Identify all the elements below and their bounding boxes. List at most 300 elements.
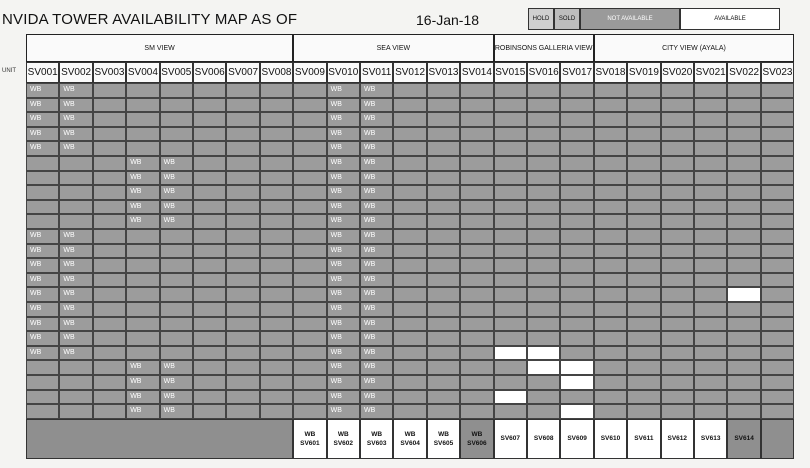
unit-cell-wb[interactable]: WB (160, 390, 193, 405)
unit-cell[interactable] (727, 214, 760, 229)
unit-cell[interactable] (560, 171, 593, 186)
unit-cell[interactable] (393, 229, 426, 244)
unit-cell[interactable] (427, 229, 460, 244)
unit-cell[interactable] (661, 404, 694, 419)
unit-cell[interactable] (126, 273, 159, 288)
unit-cell[interactable] (661, 185, 694, 200)
unit-cell[interactable] (427, 200, 460, 215)
unit-cell[interactable] (694, 375, 727, 390)
unit-cell-wb[interactable]: WB (26, 244, 59, 259)
unit-cell[interactable] (193, 244, 226, 259)
unit-cell[interactable] (527, 244, 560, 259)
unit-cell[interactable] (59, 214, 92, 229)
unit-cell[interactable] (527, 317, 560, 332)
unit-cell[interactable] (160, 302, 193, 317)
unit-cell[interactable] (661, 375, 694, 390)
unit-cell[interactable] (727, 317, 760, 332)
unit-cell[interactable] (226, 244, 259, 259)
unit-cell[interactable] (560, 156, 593, 171)
unit-cell[interactable] (460, 141, 493, 156)
unit-cell-wb[interactable]: WB (126, 404, 159, 419)
unit-cell[interactable] (93, 258, 126, 273)
unit-cell[interactable] (527, 171, 560, 186)
unit-cell-wb[interactable]: WB (59, 229, 92, 244)
unit-cell[interactable] (527, 273, 560, 288)
unit-cell[interactable] (93, 287, 126, 302)
unit-cell[interactable] (226, 127, 259, 142)
unit-cell[interactable] (761, 185, 794, 200)
unit-cell[interactable] (727, 171, 760, 186)
unit-cell[interactable] (260, 185, 293, 200)
unit-cell-wb[interactable]: WB (160, 360, 193, 375)
unit-cell[interactable] (494, 317, 527, 332)
unit-cell[interactable] (761, 214, 794, 229)
unit-cell[interactable] (160, 258, 193, 273)
unit-cell[interactable] (594, 229, 627, 244)
unit-cell[interactable] (26, 404, 59, 419)
unit-cell[interactable] (460, 346, 493, 361)
unit-cell[interactable] (393, 331, 426, 346)
unit-cell[interactable] (427, 346, 460, 361)
unit-cell[interactable] (761, 229, 794, 244)
unit-cell[interactable] (126, 317, 159, 332)
unit-cell-wb[interactable]: WB (360, 331, 393, 346)
unit-cell-wb[interactable]: WB (360, 112, 393, 127)
unit-cell[interactable] (293, 200, 326, 215)
unit-cell[interactable] (226, 346, 259, 361)
unit-cell[interactable] (293, 127, 326, 142)
unit-cell-available[interactable] (560, 360, 593, 375)
unit-cell[interactable] (594, 156, 627, 171)
unit-cell[interactable] (460, 98, 493, 113)
unit-cell[interactable] (160, 127, 193, 142)
unit-cell-wb[interactable]: WB (327, 127, 360, 142)
unit-cell[interactable] (727, 185, 760, 200)
unit-cell[interactable] (694, 127, 727, 142)
unit-cell-wb[interactable]: WB (26, 83, 59, 98)
unit-cell[interactable] (460, 302, 493, 317)
unit-cell[interactable] (694, 214, 727, 229)
footer-unit-cell[interactable] (327, 419, 360, 459)
unit-cell[interactable] (627, 141, 660, 156)
unit-cell[interactable] (460, 171, 493, 186)
unit-cell[interactable] (661, 200, 694, 215)
unit-cell-wb[interactable]: WB (59, 258, 92, 273)
unit-cell[interactable] (293, 360, 326, 375)
unit-cell-wb[interactable]: WB (160, 171, 193, 186)
unit-cell[interactable] (594, 171, 627, 186)
unit-cell[interactable] (293, 404, 326, 419)
unit-cell-wb[interactable]: WB (360, 185, 393, 200)
unit-cell[interactable] (594, 390, 627, 405)
unit-cell[interactable] (160, 244, 193, 259)
unit-cell[interactable] (393, 302, 426, 317)
unit-cell[interactable] (661, 98, 694, 113)
footer-unit-cell[interactable] (494, 419, 527, 459)
unit-cell[interactable] (494, 360, 527, 375)
unit-cell[interactable] (193, 127, 226, 142)
unit-cell[interactable] (594, 331, 627, 346)
unit-cell-available[interactable] (560, 404, 593, 419)
unit-cell[interactable] (193, 331, 226, 346)
unit-cell-wb[interactable]: WB (360, 346, 393, 361)
unit-cell[interactable] (427, 244, 460, 259)
unit-cell[interactable] (93, 317, 126, 332)
unit-cell[interactable] (126, 98, 159, 113)
unit-cell[interactable] (761, 141, 794, 156)
unit-cell-wb[interactable]: WB (160, 404, 193, 419)
unit-cell[interactable] (193, 200, 226, 215)
unit-cell[interactable] (627, 360, 660, 375)
unit-cell[interactable] (226, 171, 259, 186)
unit-cell[interactable] (160, 112, 193, 127)
unit-cell[interactable] (93, 83, 126, 98)
unit-cell[interactable] (594, 317, 627, 332)
unit-cell[interactable] (59, 360, 92, 375)
unit-cell[interactable] (393, 390, 426, 405)
unit-cell-wb[interactable]: WB (126, 156, 159, 171)
unit-cell[interactable] (393, 127, 426, 142)
unit-cell[interactable] (260, 302, 293, 317)
unit-cell[interactable] (260, 171, 293, 186)
unit-cell[interactable] (727, 229, 760, 244)
unit-cell-wb[interactable]: WB (327, 346, 360, 361)
unit-cell[interactable] (560, 229, 593, 244)
unit-cell[interactable] (761, 317, 794, 332)
unit-cell[interactable] (293, 375, 326, 390)
unit-cell[interactable] (93, 229, 126, 244)
unit-cell[interactable] (694, 302, 727, 317)
unit-cell[interactable] (293, 302, 326, 317)
unit-cell[interactable] (494, 244, 527, 259)
unit-cell[interactable] (527, 331, 560, 346)
unit-cell-wb[interactable]: WB (160, 156, 193, 171)
unit-cell-wb[interactable]: WB (327, 98, 360, 113)
unit-cell[interactable] (661, 83, 694, 98)
unit-cell[interactable] (427, 156, 460, 171)
unit-cell[interactable] (126, 112, 159, 127)
unit-cell[interactable] (160, 331, 193, 346)
unit-cell[interactable] (393, 156, 426, 171)
unit-cell[interactable] (560, 390, 593, 405)
unit-cell[interactable] (260, 127, 293, 142)
unit-cell[interactable] (560, 273, 593, 288)
unit-cell-wb[interactable]: WB (327, 229, 360, 244)
unit-cell[interactable] (727, 112, 760, 127)
footer-unit-cell[interactable] (594, 419, 627, 459)
unit-cell-wb[interactable]: WB (360, 156, 393, 171)
unit-cell[interactable] (527, 156, 560, 171)
unit-cell[interactable] (761, 302, 794, 317)
unit-cell[interactable] (193, 171, 226, 186)
unit-cell-wb[interactable]: WB (327, 375, 360, 390)
unit-cell[interactable] (226, 375, 259, 390)
unit-cell[interactable] (494, 112, 527, 127)
unit-cell-wb[interactable]: WB (26, 302, 59, 317)
unit-cell[interactable] (694, 141, 727, 156)
unit-cell-wb[interactable]: WB (59, 127, 92, 142)
unit-cell[interactable] (460, 156, 493, 171)
unit-cell[interactable] (661, 141, 694, 156)
unit-cell-wb[interactable]: WB (126, 171, 159, 186)
unit-cell[interactable] (293, 258, 326, 273)
unit-cell[interactable] (93, 141, 126, 156)
unit-cell[interactable] (393, 141, 426, 156)
unit-cell[interactable] (226, 112, 259, 127)
unit-cell-available[interactable] (727, 287, 760, 302)
unit-cell[interactable] (293, 156, 326, 171)
unit-cell[interactable] (627, 171, 660, 186)
unit-cell[interactable] (193, 360, 226, 375)
unit-cell-wb[interactable]: WB (327, 404, 360, 419)
unit-cell-wb[interactable]: WB (59, 98, 92, 113)
unit-cell-available[interactable] (527, 360, 560, 375)
unit-cell-wb[interactable]: WB (59, 112, 92, 127)
unit-cell-wb[interactable]: WB (126, 214, 159, 229)
unit-cell[interactable] (160, 229, 193, 244)
unit-cell[interactable] (560, 200, 593, 215)
unit-cell[interactable] (293, 214, 326, 229)
unit-cell[interactable] (93, 200, 126, 215)
unit-cell[interactable] (427, 185, 460, 200)
unit-cell[interactable] (460, 317, 493, 332)
unit-cell-wb[interactable]: WB (360, 200, 393, 215)
unit-cell[interactable] (560, 98, 593, 113)
unit-cell[interactable] (494, 200, 527, 215)
unit-cell-wb[interactable]: WB (126, 375, 159, 390)
unit-cell[interactable] (460, 214, 493, 229)
unit-cell[interactable] (761, 127, 794, 142)
unit-cell-available[interactable] (527, 346, 560, 361)
unit-cell[interactable] (661, 229, 694, 244)
unit-cell[interactable] (293, 390, 326, 405)
unit-cell[interactable] (761, 331, 794, 346)
unit-cell[interactable] (494, 127, 527, 142)
unit-cell[interactable] (460, 200, 493, 215)
unit-cell[interactable] (193, 317, 226, 332)
unit-cell-wb[interactable]: WB (59, 287, 92, 302)
footer-unit-cell[interactable] (527, 419, 560, 459)
unit-cell-wb[interactable]: WB (327, 317, 360, 332)
unit-cell[interactable] (293, 244, 326, 259)
unit-cell-wb[interactable]: WB (160, 375, 193, 390)
unit-cell[interactable] (460, 83, 493, 98)
unit-cell[interactable] (427, 404, 460, 419)
unit-cell[interactable] (494, 214, 527, 229)
unit-cell[interactable] (627, 98, 660, 113)
unit-cell[interactable] (761, 200, 794, 215)
unit-cell[interactable] (560, 244, 593, 259)
unit-cell[interactable] (126, 302, 159, 317)
unit-cell[interactable] (427, 360, 460, 375)
unit-cell[interactable] (226, 273, 259, 288)
unit-cell[interactable] (260, 98, 293, 113)
unit-cell[interactable] (761, 273, 794, 288)
unit-cell[interactable] (494, 98, 527, 113)
unit-cell[interactable] (226, 258, 259, 273)
unit-cell-wb[interactable]: WB (160, 214, 193, 229)
unit-cell-wb[interactable]: WB (327, 200, 360, 215)
unit-cell[interactable] (694, 229, 727, 244)
unit-cell[interactable] (494, 302, 527, 317)
footer-unit-cell[interactable] (360, 419, 393, 459)
unit-cell[interactable] (694, 112, 727, 127)
unit-cell-wb[interactable]: WB (327, 112, 360, 127)
unit-cell[interactable] (226, 390, 259, 405)
unit-cell[interactable] (260, 360, 293, 375)
unit-cell[interactable] (260, 141, 293, 156)
unit-cell[interactable] (594, 127, 627, 142)
unit-cell[interactable] (627, 375, 660, 390)
unit-cell[interactable] (393, 404, 426, 419)
unit-cell[interactable] (694, 200, 727, 215)
unit-cell[interactable] (59, 171, 92, 186)
unit-cell-wb[interactable]: WB (360, 273, 393, 288)
unit-cell[interactable] (59, 200, 92, 215)
unit-cell[interactable] (460, 185, 493, 200)
unit-cell-wb[interactable]: WB (360, 214, 393, 229)
unit-cell[interactable] (427, 98, 460, 113)
unit-cell[interactable] (193, 98, 226, 113)
unit-cell[interactable] (460, 229, 493, 244)
footer-unit-cell[interactable] (427, 419, 460, 459)
unit-cell[interactable] (293, 287, 326, 302)
unit-cell[interactable] (427, 83, 460, 98)
unit-cell[interactable] (193, 156, 226, 171)
unit-cell[interactable] (594, 287, 627, 302)
unit-cell[interactable] (627, 404, 660, 419)
unit-cell[interactable] (160, 317, 193, 332)
unit-cell-wb[interactable]: WB (59, 244, 92, 259)
unit-cell[interactable] (661, 287, 694, 302)
unit-cell[interactable] (160, 98, 193, 113)
unit-cell[interactable] (560, 185, 593, 200)
unit-cell-wb[interactable]: WB (327, 390, 360, 405)
unit-cell[interactable] (93, 214, 126, 229)
unit-cell[interactable] (594, 185, 627, 200)
unit-cell[interactable] (260, 404, 293, 419)
unit-cell[interactable] (661, 346, 694, 361)
unit-cell[interactable] (26, 185, 59, 200)
unit-cell[interactable] (594, 200, 627, 215)
unit-cell[interactable] (226, 156, 259, 171)
unit-cell-wb[interactable]: WB (360, 98, 393, 113)
unit-cell[interactable] (661, 127, 694, 142)
unit-cell[interactable] (527, 141, 560, 156)
unit-cell-wb[interactable]: WB (59, 317, 92, 332)
unit-cell[interactable] (627, 390, 660, 405)
unit-cell[interactable] (427, 112, 460, 127)
unit-cell[interactable] (494, 83, 527, 98)
unit-cell[interactable] (694, 185, 727, 200)
unit-cell[interactable] (427, 331, 460, 346)
unit-cell[interactable] (527, 83, 560, 98)
unit-cell[interactable] (193, 258, 226, 273)
unit-cell[interactable] (761, 156, 794, 171)
unit-cell-wb[interactable]: WB (26, 317, 59, 332)
unit-cell[interactable] (460, 287, 493, 302)
unit-cell[interactable] (26, 360, 59, 375)
unit-cell[interactable] (160, 83, 193, 98)
unit-cell-wb[interactable]: WB (360, 229, 393, 244)
unit-cell-wb[interactable]: WB (327, 360, 360, 375)
unit-cell[interactable] (594, 214, 627, 229)
unit-cell[interactable] (260, 375, 293, 390)
unit-cell[interactable] (627, 331, 660, 346)
unit-cell[interactable] (594, 98, 627, 113)
unit-cell[interactable] (393, 200, 426, 215)
unit-cell[interactable] (226, 331, 259, 346)
unit-cell[interactable] (393, 214, 426, 229)
footer-unit-cell[interactable] (627, 419, 660, 459)
unit-cell[interactable] (26, 214, 59, 229)
unit-cell[interactable] (93, 375, 126, 390)
unit-cell-wb[interactable]: WB (360, 83, 393, 98)
unit-cell[interactable] (260, 214, 293, 229)
unit-cell[interactable] (126, 127, 159, 142)
unit-cell[interactable] (226, 317, 259, 332)
unit-cell[interactable] (393, 83, 426, 98)
unit-cell[interactable] (560, 112, 593, 127)
unit-cell[interactable] (93, 360, 126, 375)
unit-cell[interactable] (694, 360, 727, 375)
unit-cell[interactable] (226, 200, 259, 215)
unit-cell[interactable] (93, 331, 126, 346)
unit-cell[interactable] (193, 404, 226, 419)
unit-cell[interactable] (694, 258, 727, 273)
unit-cell[interactable] (560, 331, 593, 346)
unit-cell[interactable] (427, 141, 460, 156)
unit-cell[interactable] (293, 331, 326, 346)
unit-cell[interactable] (627, 112, 660, 127)
unit-cell[interactable] (260, 273, 293, 288)
unit-cell-wb[interactable]: WB (327, 141, 360, 156)
unit-cell[interactable] (427, 317, 460, 332)
unit-cell-wb[interactable]: WB (360, 127, 393, 142)
unit-cell[interactable] (594, 244, 627, 259)
unit-cell[interactable] (661, 317, 694, 332)
unit-cell[interactable] (494, 185, 527, 200)
unit-cell[interactable] (727, 98, 760, 113)
unit-cell[interactable] (393, 273, 426, 288)
unit-cell[interactable] (460, 244, 493, 259)
unit-cell-wb[interactable]: WB (59, 83, 92, 98)
unit-cell-wb[interactable]: WB (327, 287, 360, 302)
footer-unit-cell[interactable] (460, 419, 493, 459)
unit-cell[interactable] (527, 98, 560, 113)
unit-cell[interactable] (494, 171, 527, 186)
unit-cell[interactable] (393, 346, 426, 361)
unit-cell[interactable] (460, 404, 493, 419)
unit-cell[interactable] (627, 185, 660, 200)
unit-cell-wb[interactable]: WB (360, 258, 393, 273)
unit-cell[interactable] (59, 375, 92, 390)
unit-cell[interactable] (627, 317, 660, 332)
unit-cell-wb[interactable]: WB (327, 244, 360, 259)
unit-cell[interactable] (193, 273, 226, 288)
unit-cell[interactable] (393, 360, 426, 375)
unit-cell[interactable] (560, 214, 593, 229)
unit-cell[interactable] (761, 375, 794, 390)
unit-cell[interactable] (193, 390, 226, 405)
unit-cell[interactable] (93, 404, 126, 419)
unit-cell[interactable] (126, 346, 159, 361)
unit-cell-wb[interactable]: WB (360, 171, 393, 186)
unit-cell-wb[interactable]: WB (126, 360, 159, 375)
unit-cell-available[interactable] (560, 375, 593, 390)
unit-cell[interactable] (661, 302, 694, 317)
unit-cell[interactable] (126, 287, 159, 302)
